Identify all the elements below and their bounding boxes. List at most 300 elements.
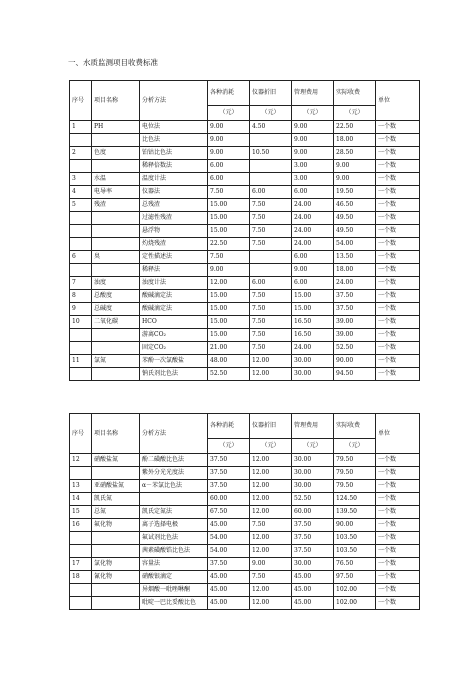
cell-material: 54.00 <box>208 532 250 545</box>
cell-unit: 一个数 <box>376 134 420 147</box>
table-row <box>70 186 420 199</box>
cell-management: 15.00 <box>292 303 334 316</box>
cell-depreciation: 4.50 <box>250 121 292 134</box>
cell-name: 浊度 <box>92 277 140 290</box>
cell-method: 定性描述法 <box>140 251 208 264</box>
cell-unit: 一个数 <box>376 454 420 467</box>
cell-actual: 103.50 <box>334 545 376 558</box>
cell-seq <box>70 584 92 597</box>
unit-yuan: （元） <box>208 439 250 454</box>
cell-material: 45.00 <box>208 584 250 597</box>
cell-actual: 9.00 <box>334 173 376 186</box>
table-row <box>70 160 420 173</box>
cell-unit: 一个数 <box>376 368 420 381</box>
cell-name <box>92 225 140 238</box>
cell-unit: 一个数 <box>376 199 420 212</box>
cell-material: 22.50 <box>208 238 250 251</box>
cell-unit: 一个数 <box>376 251 420 264</box>
cell-actual: 46.50 <box>334 199 376 212</box>
cell-method: 浊度计法 <box>140 277 208 290</box>
cell-actual: 102.00 <box>334 584 376 597</box>
cell-management: 37.50 <box>292 519 334 532</box>
cell-actual: 49.50 <box>334 212 376 225</box>
cell-seq: 17 <box>70 558 92 571</box>
cell-unit: 一个数 <box>376 277 420 290</box>
cell-name <box>92 134 140 147</box>
cell-depreciation <box>250 251 292 264</box>
cell-actual: 19.50 <box>334 186 376 199</box>
cell-actual: 97.50 <box>334 571 376 584</box>
cell-actual: 24.00 <box>334 277 376 290</box>
cell-name <box>92 212 140 225</box>
cell-management: 30.00 <box>292 480 334 493</box>
cell-name: 色度 <box>92 147 140 160</box>
cell-management: 6.00 <box>292 186 334 199</box>
cell-unit: 一个数 <box>376 160 420 173</box>
cell-material: 15.00 <box>208 290 250 303</box>
cell-material: 15.00 <box>208 316 250 329</box>
cell-material: 9.00 <box>208 121 250 134</box>
cell-actual: 9.00 <box>334 160 376 173</box>
cell-depreciation: 7.50 <box>250 238 292 251</box>
cell-unit: 一个数 <box>376 519 420 532</box>
cell-unit: 一个数 <box>376 238 420 251</box>
cell-name: 亚硝酸盐氮 <box>92 480 140 493</box>
cell-unit: 一个数 <box>376 355 420 368</box>
cell-management: 37.50 <box>292 545 334 558</box>
cell-actual: 79.50 <box>334 480 376 493</box>
cell-depreciation: 7.50 <box>250 519 292 532</box>
cell-seq: 5 <box>70 199 92 212</box>
table-row <box>70 134 420 147</box>
cell-management: 6.00 <box>292 251 334 264</box>
table-row <box>70 454 420 467</box>
header-method: 分析方法 <box>140 81 208 121</box>
cell-seq <box>70 368 92 381</box>
header-unit: 单位 <box>376 81 420 121</box>
cell-material: 60.00 <box>208 493 250 506</box>
cell-seq: 6 <box>70 251 92 264</box>
cell-name: 凯氏氮 <box>92 493 140 506</box>
cell-method: 凯氏定氮法 <box>140 506 208 519</box>
header-actual: 实际收费 <box>334 414 376 439</box>
cell-depreciation <box>250 173 292 186</box>
cell-unit: 一个数 <box>376 342 420 355</box>
cell-unit: 一个数 <box>376 290 420 303</box>
table-row <box>70 519 420 532</box>
table-row <box>70 558 420 571</box>
cell-material: 48.00 <box>208 355 250 368</box>
table-row <box>70 493 420 506</box>
unit-yuan: （元） <box>334 106 376 121</box>
cell-management: 30.00 <box>292 368 334 381</box>
cell-actual: 94.50 <box>334 368 376 381</box>
cell-unit: 一个数 <box>376 303 420 316</box>
cell-method: 比色法 <box>140 134 208 147</box>
cell-name: 总氮 <box>92 506 140 519</box>
cell-depreciation: 12.00 <box>250 584 292 597</box>
table-row <box>70 238 420 251</box>
cell-depreciation: 9.00 <box>250 558 292 571</box>
cell-management: 24.00 <box>292 342 334 355</box>
table-row <box>70 584 420 597</box>
cell-seq <box>70 597 92 610</box>
table-row <box>70 212 420 225</box>
cell-management: 6.00 <box>292 277 334 290</box>
cell-seq: 15 <box>70 506 92 519</box>
cell-depreciation: 12.00 <box>250 597 292 610</box>
cell-method: 酸碱滴定法 <box>140 303 208 316</box>
cell-material: 52.50 <box>208 368 250 381</box>
cell-method: 电位法 <box>140 121 208 134</box>
cell-management: 9.00 <box>292 147 334 160</box>
cell-method: 容量法 <box>140 558 208 571</box>
cell-depreciation: 12.00 <box>250 355 292 368</box>
cell-method: 稀释法 <box>140 264 208 277</box>
cell-name <box>92 160 140 173</box>
cell-unit: 一个数 <box>376 558 420 571</box>
cell-seq: 10 <box>70 316 92 329</box>
unit-yuan: （元） <box>250 106 292 121</box>
cell-name: 氟化物 <box>92 519 140 532</box>
cell-actual: 18.00 <box>334 134 376 147</box>
cell-seq <box>70 342 92 355</box>
header-seq: 序号 <box>70 414 92 454</box>
table-row <box>70 368 420 381</box>
cell-method: 悬浮物 <box>140 225 208 238</box>
cell-depreciation <box>250 160 292 173</box>
cell-depreciation: 6.00 <box>250 186 292 199</box>
cell-method: 总残渣 <box>140 199 208 212</box>
cell-method: 茜素磺酸锆比色法 <box>140 545 208 558</box>
cell-actual: 22.50 <box>334 121 376 134</box>
cell-name: 氰化物 <box>92 571 140 584</box>
header-name: 项目名称 <box>92 414 140 454</box>
cell-management: 16.50 <box>292 329 334 342</box>
cell-unit: 一个数 <box>376 147 420 160</box>
cell-material: 15.00 <box>208 199 250 212</box>
cell-name: 硝酸盐氮 <box>92 454 140 467</box>
cell-unit: 一个数 <box>376 173 420 186</box>
header-depreciation: 仪器折旧 <box>250 414 292 439</box>
fee-table-1 <box>69 80 420 381</box>
cell-depreciation: 7.50 <box>250 342 292 355</box>
unit-yuan: （元） <box>334 439 376 454</box>
cell-name: PH <box>92 121 140 134</box>
cell-method: 过滤性残渣 <box>140 212 208 225</box>
cell-seq: 2 <box>70 147 92 160</box>
cell-material: 37.50 <box>208 467 250 480</box>
cell-management: 15.00 <box>292 290 334 303</box>
cell-unit: 一个数 <box>376 467 420 480</box>
cell-material: 15.00 <box>208 212 250 225</box>
cell-depreciation: 12.00 <box>250 506 292 519</box>
cell-material: 7.50 <box>208 186 250 199</box>
table-row <box>70 316 420 329</box>
cell-actual: 90.00 <box>334 355 376 368</box>
cell-depreciation: 7.50 <box>250 290 292 303</box>
cell-depreciation <box>250 134 292 147</box>
unit-yuan: （元） <box>292 439 334 454</box>
cell-name <box>92 342 140 355</box>
table-row <box>70 532 420 545</box>
header-unit: 单位 <box>376 414 420 454</box>
cell-name: 电导率 <box>92 186 140 199</box>
cell-depreciation: 12.00 <box>250 545 292 558</box>
cell-depreciation: 12.00 <box>250 532 292 545</box>
cell-seq: 14 <box>70 493 92 506</box>
cell-method: 紫外分光光度法 <box>140 467 208 480</box>
cell-seq: 16 <box>70 519 92 532</box>
table-row <box>70 264 420 277</box>
cell-depreciation: 12.00 <box>250 493 292 506</box>
table-row <box>70 480 420 493</box>
cell-material: 37.50 <box>208 558 250 571</box>
cell-seq: 8 <box>70 290 92 303</box>
cell-depreciation: 7.50 <box>250 316 292 329</box>
cell-material: 37.50 <box>208 480 250 493</box>
unit-yuan: （元） <box>250 439 292 454</box>
header-management: 管理费用 <box>292 414 334 439</box>
cell-seq <box>70 545 92 558</box>
cell-name: 二氧化碳 <box>92 316 140 329</box>
table-row <box>70 251 420 264</box>
cell-seq <box>70 225 92 238</box>
table-row <box>70 173 420 186</box>
cell-name: 臭 <box>92 251 140 264</box>
cell-material: 15.00 <box>208 225 250 238</box>
cell-name <box>92 532 140 545</box>
cell-management: 24.00 <box>292 199 334 212</box>
cell-actual: 52.50 <box>334 342 376 355</box>
cell-unit: 一个数 <box>376 480 420 493</box>
cell-depreciation: 6.00 <box>250 277 292 290</box>
cell-method: 离子选择电极 <box>140 519 208 532</box>
cell-material: 9.00 <box>208 147 250 160</box>
cell-depreciation: 7.50 <box>250 212 292 225</box>
cell-seq: 18 <box>70 571 92 584</box>
cell-method: α－苯氯比色法 <box>140 480 208 493</box>
table-row <box>70 225 420 238</box>
cell-seq <box>70 467 92 480</box>
cell-management: 9.00 <box>292 264 334 277</box>
cell-material: 15.00 <box>208 329 250 342</box>
cell-seq: 4 <box>70 186 92 199</box>
cell-name: 氯化物 <box>92 558 140 571</box>
cell-unit: 一个数 <box>376 493 420 506</box>
header-management: 管理费用 <box>292 81 334 106</box>
cell-management: 45.00 <box>292 597 334 610</box>
cell-name <box>92 597 140 610</box>
cell-material: 54.00 <box>208 545 250 558</box>
cell-depreciation <box>250 264 292 277</box>
cell-seq: 11 <box>70 355 92 368</box>
cell-material: 45.00 <box>208 597 250 610</box>
cell-unit: 一个数 <box>376 506 420 519</box>
fee-table-2 <box>69 413 420 610</box>
table-row <box>70 199 420 212</box>
cell-depreciation: 7.50 <box>250 199 292 212</box>
cell-management: 3.00 <box>292 173 334 186</box>
cell-management: 24.00 <box>292 225 334 238</box>
cell-management: 3.00 <box>292 160 334 173</box>
cell-unit: 一个数 <box>376 597 420 610</box>
cell-material: 6.00 <box>208 160 250 173</box>
cell-name <box>92 584 140 597</box>
cell-method: 仪器法 <box>140 186 208 199</box>
header-material: 各种消耗 <box>208 81 250 106</box>
cell-seq: 1 <box>70 121 92 134</box>
cell-depreciation: 12.00 <box>250 368 292 381</box>
cell-material: 45.00 <box>208 571 250 584</box>
cell-name: 总碱度 <box>92 303 140 316</box>
cell-depreciation: 7.50 <box>250 571 292 584</box>
cell-seq: 3 <box>70 173 92 186</box>
cell-unit: 一个数 <box>376 212 420 225</box>
cell-depreciation: 7.50 <box>250 303 292 316</box>
cell-depreciation: 12.00 <box>250 480 292 493</box>
cell-actual: 49.50 <box>334 225 376 238</box>
cell-actual: 37.50 <box>334 290 376 303</box>
cell-unit: 一个数 <box>376 264 420 277</box>
cell-material: 45.00 <box>208 519 250 532</box>
cell-name <box>92 467 140 480</box>
cell-unit: 一个数 <box>376 532 420 545</box>
cell-unit: 一个数 <box>376 225 420 238</box>
cell-unit: 一个数 <box>376 545 420 558</box>
cell-actual: 79.50 <box>334 454 376 467</box>
cell-method: 灼烧残渣 <box>140 238 208 251</box>
cell-unit: 一个数 <box>376 186 420 199</box>
cell-seq <box>70 212 92 225</box>
cell-method: 吡啶一巴比妥酸比色 <box>140 597 208 610</box>
table-row <box>70 355 420 368</box>
cell-actual: 18.00 <box>334 264 376 277</box>
table-row <box>70 303 420 316</box>
cell-material: 9.00 <box>208 264 250 277</box>
cell-name <box>92 238 140 251</box>
cell-management: 52.50 <box>292 493 334 506</box>
cell-management: 30.00 <box>292 355 334 368</box>
cell-actual: 39.00 <box>334 329 376 342</box>
cell-material: 6.00 <box>208 173 250 186</box>
cell-material: 7.50 <box>208 251 250 264</box>
table-row <box>70 290 420 303</box>
cell-depreciation: 7.50 <box>250 329 292 342</box>
cell-management: 45.00 <box>292 571 334 584</box>
cell-seq <box>70 264 92 277</box>
header-method: 分析方法 <box>140 414 208 454</box>
cell-material: 67.50 <box>208 506 250 519</box>
cell-unit: 一个数 <box>376 121 420 134</box>
cell-management: 30.00 <box>292 558 334 571</box>
cell-management: 60.00 <box>292 506 334 519</box>
cell-actual: 28.50 <box>334 147 376 160</box>
table-header-row <box>70 414 420 439</box>
cell-unit: 一个数 <box>376 316 420 329</box>
cell-method: 游离CO₂ <box>140 329 208 342</box>
cell-actual: 39.00 <box>334 316 376 329</box>
cell-name <box>92 329 140 342</box>
header-seq: 序号 <box>70 81 92 121</box>
cell-management: 24.00 <box>292 212 334 225</box>
table-header-row <box>70 81 420 106</box>
cell-material: 9.00 <box>208 134 250 147</box>
cell-depreciation: 7.50 <box>250 225 292 238</box>
cell-method: 异烟酸一吡唑啉酮 <box>140 584 208 597</box>
cell-seq <box>70 238 92 251</box>
cell-name <box>92 264 140 277</box>
table-row <box>70 121 420 134</box>
table-row <box>70 147 420 160</box>
cell-seq <box>70 134 92 147</box>
cell-actual: 103.50 <box>334 532 376 545</box>
cell-name: 总酸度 <box>92 290 140 303</box>
cell-management: 45.00 <box>292 584 334 597</box>
cell-actual: 102.00 <box>334 597 376 610</box>
cell-actual: 13.50 <box>334 251 376 264</box>
cell-method: HCO <box>140 316 208 329</box>
table-row <box>70 329 420 342</box>
cell-name: 残渣 <box>92 199 140 212</box>
cell-material: 15.00 <box>208 303 250 316</box>
cell-unit: 一个数 <box>376 571 420 584</box>
cell-depreciation: 12.00 <box>250 454 292 467</box>
cell-method: 硝酸银滴定 <box>140 571 208 584</box>
header-material: 各种消耗 <box>208 414 250 439</box>
table-row <box>70 597 420 610</box>
cell-method: 固定CO₂ <box>140 342 208 355</box>
cell-seq: 12 <box>70 454 92 467</box>
cell-management: 30.00 <box>292 454 334 467</box>
cell-actual: 37.50 <box>334 303 376 316</box>
cell-material: 21.00 <box>208 342 250 355</box>
cell-management: 9.00 <box>292 134 334 147</box>
header-depreciation: 仪器折旧 <box>250 81 292 106</box>
cell-actual: 54.00 <box>334 238 376 251</box>
cell-name <box>92 545 140 558</box>
cell-method: 铂钴比色法 <box>140 147 208 160</box>
cell-seq <box>70 329 92 342</box>
cell-method: 钠氏剂比色法 <box>140 368 208 381</box>
cell-method: 苯酚一次氯酸盐 <box>140 355 208 368</box>
cell-method: 温度计法 <box>140 173 208 186</box>
cell-actual: 90.00 <box>334 519 376 532</box>
page-title: 一、水质监测项目收费标准 <box>68 58 158 67</box>
cell-name: 氯氮 <box>92 355 140 368</box>
cell-seq <box>70 532 92 545</box>
cell-method: 酚二磺酸比色法 <box>140 454 208 467</box>
cell-actual: 124.50 <box>334 493 376 506</box>
cell-method: 稀释倍数法 <box>140 160 208 173</box>
table-row <box>70 467 420 480</box>
cell-method: 氟试剂比色法 <box>140 532 208 545</box>
cell-management: 16.50 <box>292 316 334 329</box>
cell-unit: 一个数 <box>376 329 420 342</box>
table-row <box>70 571 420 584</box>
cell-material: 12.00 <box>208 277 250 290</box>
unit-yuan: （元） <box>208 106 250 121</box>
cell-management: 24.00 <box>292 238 334 251</box>
table-row <box>70 545 420 558</box>
cell-management: 30.00 <box>292 467 334 480</box>
table-row <box>70 506 420 519</box>
cell-depreciation: 10.50 <box>250 147 292 160</box>
cell-unit: 一个数 <box>376 584 420 597</box>
cell-method: 酸碱滴定法 <box>140 290 208 303</box>
cell-seq: 13 <box>70 480 92 493</box>
header-name: 项目名称 <box>92 81 140 121</box>
